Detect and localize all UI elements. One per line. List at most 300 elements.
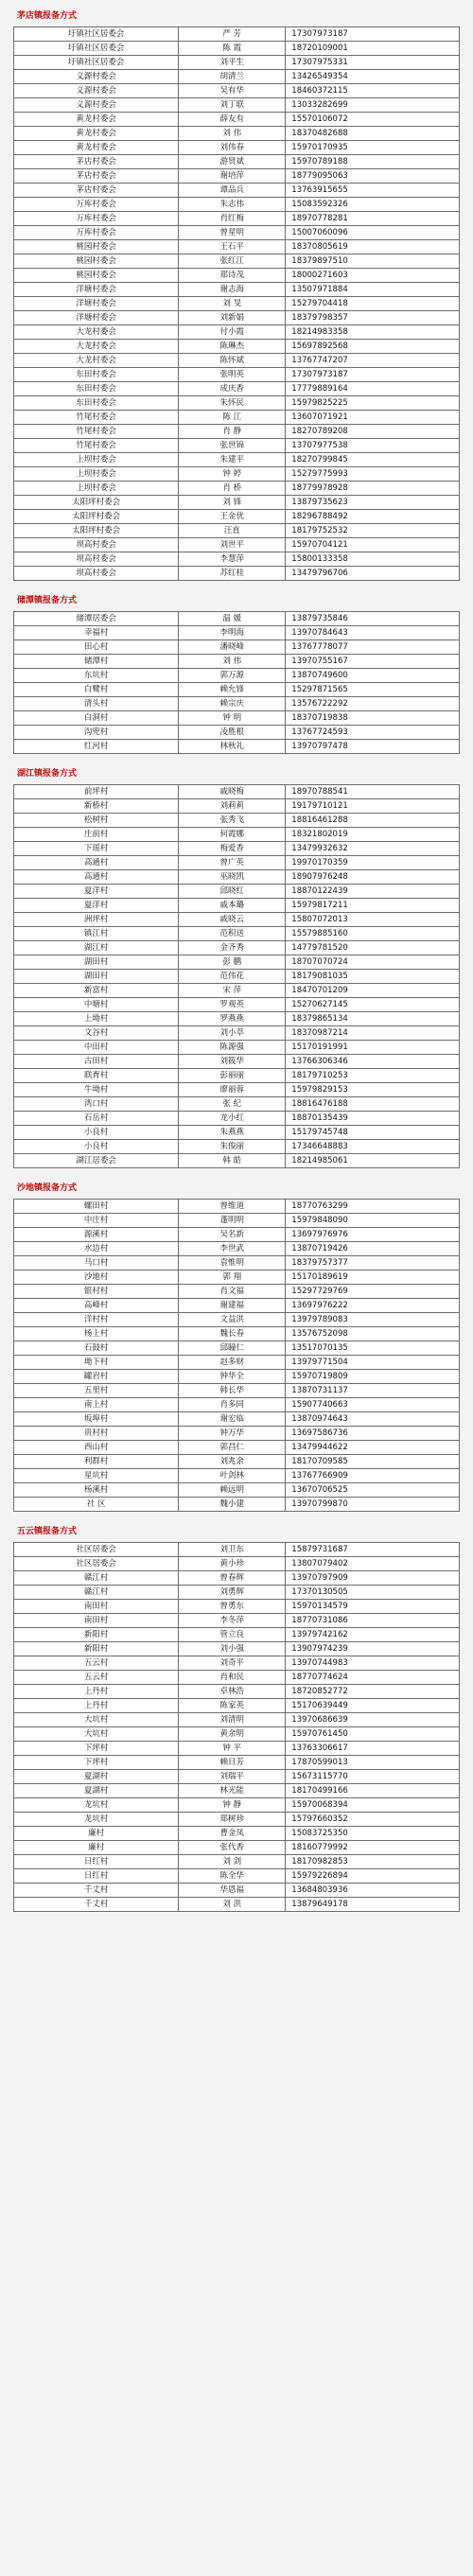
- contact-name-cell: 陈家英: [179, 1699, 286, 1713]
- table-row: [14, 155, 460, 169]
- phone-cell[interactable]: 15179745748: [286, 1126, 460, 1140]
- contact-table: [13, 26, 460, 581]
- unit-cell: 小良村: [14, 1126, 179, 1140]
- phone-cell[interactable]: 15970068394: [286, 1798, 460, 1813]
- phone-cell[interactable]: 15800133358: [286, 552, 460, 567]
- unit-cell: 洋村村: [14, 1313, 179, 1327]
- contact-name-cell: 刘 剑: [179, 1855, 286, 1869]
- phone-cell[interactable]: 13870974643: [286, 1412, 460, 1427]
- phone-cell[interactable]: 15907740663: [286, 1398, 460, 1412]
- phone-cell[interactable]: 13479944622: [286, 1441, 460, 1455]
- table-row: [14, 325, 460, 340]
- table-row: [14, 1154, 460, 1168]
- phone-cell[interactable]: 18296788492: [286, 510, 460, 524]
- contact-table: [13, 1199, 460, 1512]
- table-row: [14, 1441, 460, 1455]
- phone-cell[interactable]: 17307973187: [286, 368, 460, 382]
- phone-cell[interactable]: 13970784643: [286, 626, 460, 640]
- unit-cell: 黄龙村委会: [14, 141, 179, 155]
- phone-cell[interactable]: 15797660352: [286, 1813, 460, 1827]
- unit-cell: 大龙村委会: [14, 340, 179, 354]
- contact-name-cell: 刘新娟: [179, 311, 286, 325]
- contact-name-cell: 林秋礼: [179, 740, 286, 754]
- table-row: [14, 1455, 460, 1469]
- section-shadi: [13, 1182, 460, 1512]
- contact-name-cell: 魏长春: [179, 1327, 286, 1341]
- unit-cell: 大坑村: [14, 1713, 179, 1727]
- unit-cell: 罐岩村: [14, 1370, 179, 1384]
- phone-cell[interactable]: 18720852772: [286, 1685, 460, 1699]
- unit-cell: 上坝村委会: [14, 453, 179, 467]
- phone-cell[interactable]: 13684803936: [286, 1884, 460, 1898]
- phone-cell[interactable]: 15170639449: [286, 1699, 460, 1713]
- phone-cell[interactable]: 15979825225: [286, 396, 460, 411]
- phone-cell[interactable]: 18770763299: [286, 1200, 460, 1214]
- contact-name-cell: 宋 萍: [179, 984, 286, 998]
- phone-cell[interactable]: 18370482688: [286, 127, 460, 141]
- unit-cell: 下坪村: [14, 1756, 179, 1770]
- table-row: [14, 453, 460, 467]
- table-row: [14, 1270, 460, 1285]
- unit-cell: 湖江村: [14, 941, 179, 955]
- phone-cell[interactable]: 15270627145: [286, 998, 460, 1012]
- unit-cell: 洲坪村: [14, 913, 179, 927]
- phone-cell[interactable]: 19179710121: [286, 799, 460, 814]
- unit-cell: 高通村: [14, 870, 179, 885]
- phone-cell[interactable]: 15297729769: [286, 1285, 460, 1299]
- phone-cell[interactable]: 18179081035: [286, 970, 460, 984]
- contact-name-cell: 范积送: [179, 927, 286, 941]
- unit-cell: 五里村: [14, 1384, 179, 1398]
- unit-cell: 上坝村委会: [14, 482, 179, 496]
- contact-name-cell: 严 芳: [179, 27, 286, 42]
- table-row: [14, 212, 460, 226]
- phone-cell[interactable]: 15297871565: [286, 683, 460, 697]
- unit-cell: 圩镇社区居委会: [14, 27, 179, 42]
- table-row: [14, 254, 460, 269]
- contact-name-cell: 陈 霞: [179, 42, 286, 56]
- unit-cell: 圩镇社区居委会: [14, 42, 179, 56]
- table-row: [14, 127, 460, 141]
- unit-cell: 下瑶村: [14, 842, 179, 856]
- phone-cell[interactable]: 13767747207: [286, 354, 460, 368]
- phone-cell[interactable]: 18179752532: [286, 524, 460, 538]
- contact-name-cell: 廖丽蓉: [179, 1083, 286, 1097]
- phone-cell[interactable]: 18270799845: [286, 453, 460, 467]
- phone-cell[interactable]: 13970686639: [286, 1713, 460, 1727]
- phone-cell[interactable]: 13970797909: [286, 1571, 460, 1586]
- contact-name-cell: 薛友有: [179, 113, 286, 127]
- table-row: [14, 27, 460, 42]
- contact-name-cell: 赖远明: [179, 1483, 286, 1498]
- table-row: [14, 655, 460, 669]
- contact-name-cell: 肖文福: [179, 1285, 286, 1299]
- contact-name-cell: 何霞娜: [179, 828, 286, 842]
- phone-cell[interactable]: 15970134579: [286, 1600, 460, 1614]
- contact-name-cell: 钟华全: [179, 1370, 286, 1384]
- unit-cell: 田心村: [14, 640, 179, 655]
- table-row: [14, 169, 460, 184]
- table-row: [14, 669, 460, 683]
- phone-cell[interactable]: 13697976222: [286, 1299, 460, 1313]
- unit-cell: 太阳坪村委会: [14, 524, 179, 538]
- unit-cell: 洋塘村委会: [14, 297, 179, 311]
- contact-name-cell: 钟 明: [179, 711, 286, 726]
- phone-cell[interactable]: 15970789188: [286, 155, 460, 169]
- phone-cell[interactable]: 18370805619: [286, 240, 460, 254]
- phone-cell[interactable]: 13763306617: [286, 1742, 460, 1756]
- phone-cell[interactable]: 15570106072: [286, 113, 460, 127]
- phone-cell[interactable]: 15170191991: [286, 1041, 460, 1055]
- contact-name-cell: 谭品兵: [179, 184, 286, 198]
- unit-cell: 日红村: [14, 1855, 179, 1869]
- contact-name-cell: 邱瞳仁: [179, 1341, 286, 1356]
- table-row: [14, 1069, 460, 1083]
- contact-name-cell: 汪直: [179, 524, 286, 538]
- contact-table: [13, 611, 460, 754]
- table-row: [14, 785, 460, 799]
- unit-cell: 太阳坪村委会: [14, 510, 179, 524]
- contact-table: [13, 1542, 460, 1912]
- phone-cell[interactable]: 13870731137: [286, 1384, 460, 1398]
- table-row: [14, 984, 460, 998]
- contact-name-cell: 朱怀民: [179, 396, 286, 411]
- contact-name-cell: 金齐秀: [179, 941, 286, 955]
- contact-name-cell: 温 媛: [179, 612, 286, 626]
- unit-cell: 太阳坪村委会: [14, 496, 179, 510]
- phone-cell[interactable]: 13576752098: [286, 1327, 460, 1341]
- unit-cell: 新桥村: [14, 799, 179, 814]
- unit-cell: 杨溪村: [14, 1483, 179, 1498]
- table-row: [14, 226, 460, 240]
- contact-name-cell: 张明英: [179, 368, 286, 382]
- phone-cell[interactable]: 15970719809: [286, 1370, 460, 1384]
- phone-cell[interactable]: 18179710253: [286, 1069, 460, 1083]
- phone-cell[interactable]: 18270789208: [286, 425, 460, 439]
- table-row: [14, 98, 460, 113]
- phone-cell[interactable]: 18870122439: [286, 885, 460, 899]
- phone-cell[interactable]: 18370719838: [286, 711, 460, 726]
- phone-cell[interactable]: 18870135439: [286, 1112, 460, 1126]
- phone-cell[interactable]: 18970778281: [286, 212, 460, 226]
- unit-cell: 洋塘村委会: [14, 283, 179, 297]
- contact-name-cell: 王金优: [179, 510, 286, 524]
- contact-name-cell: 陈琳杰: [179, 340, 286, 354]
- phone-cell[interactable]: 17370130505: [286, 1586, 460, 1600]
- table-row: [14, 311, 460, 325]
- phone-cell[interactable]: 13979771504: [286, 1356, 460, 1370]
- phone-cell[interactable]: 13670706525: [286, 1483, 460, 1498]
- table-row: [14, 955, 460, 970]
- phone-cell[interactable]: 13426549354: [286, 70, 460, 84]
- phone-cell[interactable]: 13517070135: [286, 1341, 460, 1356]
- contact-name-cell: 肖红梅: [179, 212, 286, 226]
- phone-cell[interactable]: 15279775993: [286, 467, 460, 482]
- unit-cell: 义源村委会: [14, 98, 179, 113]
- phone-cell[interactable]: 15970170935: [286, 141, 460, 155]
- unit-cell: 竹尾村委会: [14, 439, 179, 453]
- phone-cell[interactable]: 13970755167: [286, 655, 460, 669]
- phone-cell[interactable]: 13870749600: [286, 669, 460, 683]
- table-row: [14, 1756, 460, 1770]
- unit-cell: 社区居委会: [14, 1557, 179, 1571]
- phone-cell[interactable]: 13979742162: [286, 1628, 460, 1642]
- table-row: [14, 856, 460, 870]
- phone-cell[interactable]: 15807072013: [286, 913, 460, 927]
- contact-name-cell: 刘瑞平: [179, 1770, 286, 1784]
- phone-cell[interactable]: 18160779992: [286, 1841, 460, 1855]
- contact-name-cell: 付小霞: [179, 325, 286, 340]
- phone-cell[interactable]: 13767724593: [286, 726, 460, 740]
- phone-cell[interactable]: 18170499166: [286, 1784, 460, 1798]
- table-row: [14, 340, 460, 354]
- phone-cell[interactable]: 13879735623: [286, 496, 460, 510]
- phone-cell[interactable]: 13807079402: [286, 1557, 460, 1571]
- phone-cell[interactable]: 13970744983: [286, 1656, 460, 1671]
- contact-name-cell: 谢宏临: [179, 1412, 286, 1427]
- contact-name-cell: 刘卫东: [179, 1543, 286, 1557]
- contact-name-cell: 刘 伟: [179, 655, 286, 669]
- table-row: [14, 927, 460, 941]
- unit-cell: 下坪村: [14, 1742, 179, 1756]
- section-hujiang: [13, 767, 460, 1168]
- unit-cell: 高通村: [14, 856, 179, 870]
- table-row: [14, 626, 460, 640]
- unit-cell: 千丈村: [14, 1884, 179, 1898]
- contact-name-cell: 刘 伟: [179, 127, 286, 141]
- phone-cell[interactable]: 18379897510: [286, 254, 460, 269]
- phone-cell[interactable]: 13707977538: [286, 439, 460, 453]
- unit-cell: 竹尾村委会: [14, 425, 179, 439]
- phone-cell[interactable]: 15979848090: [286, 1214, 460, 1228]
- table-row: [14, 1841, 460, 1855]
- unit-cell: 幸福村: [14, 626, 179, 640]
- phone-cell[interactable]: 19970170359: [286, 856, 460, 870]
- contact-name-cell: 朱燕燕: [179, 1126, 286, 1140]
- table-row: [14, 1600, 460, 1614]
- phone-cell[interactable]: 15673115770: [286, 1770, 460, 1784]
- phone-cell[interactable]: 15879731687: [286, 1543, 460, 1557]
- contact-name-cell: 刘筱华: [179, 1055, 286, 1069]
- phone-cell[interactable]: 13576722292: [286, 697, 460, 711]
- phone-cell[interactable]: 15979226894: [286, 1869, 460, 1884]
- phone-cell[interactable]: 18321802019: [286, 828, 460, 842]
- phone-cell[interactable]: 18170709585: [286, 1455, 460, 1469]
- contact-name-cell: 邱晓红: [179, 885, 286, 899]
- phone-cell[interactable]: 13879735846: [286, 612, 460, 626]
- unit-cell: 坝高村委会: [14, 552, 179, 567]
- contact-name-cell: 叶剑林: [179, 1469, 286, 1483]
- phone-cell[interactable]: 18214985061: [286, 1154, 460, 1168]
- phone-cell[interactable]: 15970704121: [286, 538, 460, 552]
- contact-name-cell: 朱俊丽: [179, 1140, 286, 1154]
- unit-cell: 茅店村委会: [14, 184, 179, 198]
- phone-cell[interactable]: 15279704418: [286, 297, 460, 311]
- phone-cell[interactable]: 18970788541: [286, 785, 460, 799]
- table-row: [14, 885, 460, 899]
- table-row: [14, 683, 460, 697]
- table-row: [14, 141, 460, 155]
- table-row: [14, 184, 460, 198]
- contact-name-cell: 赖日芳: [179, 1756, 286, 1770]
- table-row: [14, 1327, 460, 1341]
- contact-name-cell: 刘世平: [179, 538, 286, 552]
- contact-name-cell: 张 纪: [179, 1097, 286, 1112]
- table-row: [14, 1214, 460, 1228]
- contact-name-cell: 肖 静: [179, 425, 286, 439]
- phone-cell[interactable]: 15170189619: [286, 1270, 460, 1285]
- phone-cell[interactable]: 18214983358: [286, 325, 460, 340]
- phone-cell[interactable]: 14779781520: [286, 941, 460, 955]
- phone-cell[interactable]: 17870599013: [286, 1756, 460, 1770]
- phone-cell[interactable]: 13767766909: [286, 1469, 460, 1483]
- table-row: [14, 842, 460, 856]
- phone-cell[interactable]: 15083725350: [286, 1827, 460, 1841]
- phone-cell[interactable]: 13033282699: [286, 98, 460, 113]
- phone-cell[interactable]: 15979829153: [286, 1083, 460, 1097]
- table-row: [14, 1855, 460, 1869]
- phone-cell[interactable]: 18707070724: [286, 955, 460, 970]
- contact-name-cell: 胡清兰: [179, 70, 286, 84]
- table-row: [14, 1685, 460, 1699]
- table-row: [14, 1256, 460, 1270]
- phone-cell[interactable]: 13479796706: [286, 567, 460, 581]
- phone-cell[interactable]: 18170982853: [286, 1855, 460, 1869]
- phone-cell[interactable]: 18907976248: [286, 870, 460, 885]
- contact-name-cell: 范伟花: [179, 970, 286, 984]
- phone-cell[interactable]: 13970799870: [286, 1498, 460, 1512]
- phone-cell[interactable]: 13907974239: [286, 1642, 460, 1656]
- phone-cell[interactable]: 13767778077: [286, 640, 460, 655]
- contact-name-cell: 吴名新: [179, 1228, 286, 1242]
- contact-name-cell: 刘 锋: [179, 496, 286, 510]
- section-chutan: [13, 594, 460, 754]
- phone-cell[interactable]: 17346648883: [286, 1140, 460, 1154]
- table-row: [14, 439, 460, 453]
- table-row: [14, 467, 460, 482]
- section-title: 五云镇报备方式: [17, 1527, 78, 1536]
- phone-cell[interactable]: 13970797478: [286, 740, 460, 754]
- phone-cell[interactable]: 18816461288: [286, 814, 460, 828]
- contact-table: [13, 784, 460, 1168]
- table-row: [14, 368, 460, 382]
- table-row: [14, 297, 460, 311]
- phone-cell[interactable]: 13479932632: [286, 842, 460, 856]
- contact-name-cell: 韩 皓: [179, 1154, 286, 1168]
- phone-cell[interactable]: 18770731086: [286, 1614, 460, 1628]
- contact-name-cell: 刘奇平: [179, 1656, 286, 1671]
- table-row: [14, 496, 460, 510]
- table-row: [14, 1557, 460, 1571]
- table-row: [14, 42, 460, 56]
- phone-cell[interactable]: 18470701209: [286, 984, 460, 998]
- table-row: [14, 1713, 460, 1727]
- contact-name-cell: 潘晓峰: [179, 640, 286, 655]
- phone-cell[interactable]: 15970761450: [286, 1727, 460, 1742]
- phone-cell[interactable]: 15979817211: [286, 899, 460, 913]
- table-row: [14, 899, 460, 913]
- phone-cell[interactable]: 18779095063: [286, 169, 460, 184]
- table-row: [14, 697, 460, 711]
- table-row: [14, 1427, 460, 1441]
- table-row: [14, 799, 460, 814]
- contact-name-cell: 林光能: [179, 1784, 286, 1798]
- table-row: [14, 510, 460, 524]
- table-row: [14, 1614, 460, 1628]
- phone-cell[interactable]: 17307975331: [286, 56, 460, 70]
- phone-cell[interactable]: 13870719426: [286, 1242, 460, 1256]
- contact-name-cell: 陈全华: [179, 1869, 286, 1884]
- unit-cell: 黄龙村委会: [14, 127, 179, 141]
- phone-cell[interactable]: 13607071921: [286, 411, 460, 425]
- unit-cell: 万库村委会: [14, 226, 179, 240]
- unit-cell: 上坝村委会: [14, 467, 179, 482]
- table-row: [14, 1285, 460, 1299]
- table-row: [14, 1543, 460, 1557]
- table-row: [14, 524, 460, 538]
- contact-name-cell: 钟 平: [179, 1742, 286, 1756]
- phone-cell[interactable]: 13766306346: [286, 1055, 460, 1069]
- contact-name-cell: 魏小建: [179, 1498, 286, 1512]
- phone-cell[interactable]: 13879649178: [286, 1898, 460, 1912]
- unit-cell: 竹尾村委会: [14, 411, 179, 425]
- phone-cell[interactable]: 18000271603: [286, 269, 460, 283]
- phone-cell[interactable]: 13979789083: [286, 1313, 460, 1327]
- unit-cell: 石岳村: [14, 1112, 179, 1126]
- contact-name-cell: 黄小珍: [179, 1557, 286, 1571]
- table-row: [14, 56, 460, 70]
- contact-name-cell: 管立良: [179, 1628, 286, 1642]
- phone-cell[interactable]: 13763915655: [286, 184, 460, 198]
- table-row: [14, 1642, 460, 1656]
- table-row: [14, 1699, 460, 1713]
- unit-cell: 义源村委会: [14, 70, 179, 84]
- contact-name-cell: 肖和民: [179, 1671, 286, 1685]
- phone-cell[interactable]: 15579885160: [286, 927, 460, 941]
- phone-cell[interactable]: 15083592326: [286, 198, 460, 212]
- phone-cell[interactable]: 15697892568: [286, 340, 460, 354]
- phone-cell[interactable]: 13697976976: [286, 1228, 460, 1242]
- table-row: [14, 1827, 460, 1841]
- table-row: [14, 1398, 460, 1412]
- section-title: 湖江镇报备方式: [17, 769, 78, 779]
- phone-cell[interactable]: 18379757377: [286, 1256, 460, 1270]
- phone-cell[interactable]: 18770774624: [286, 1671, 460, 1685]
- phone-cell[interactable]: 18460372115: [286, 84, 460, 98]
- unit-cell: 坂埠村: [14, 1412, 179, 1427]
- phone-cell[interactable]: 13507971884: [286, 283, 460, 297]
- contact-name-cell: 彭 鹏: [179, 955, 286, 970]
- unit-cell: 湖田村: [14, 970, 179, 984]
- phone-cell[interactable]: 18379798357: [286, 311, 460, 325]
- phone-cell[interactable]: 18816476188: [286, 1097, 460, 1112]
- phone-cell[interactable]: 18720109001: [286, 42, 460, 56]
- phone-cell[interactable]: 18370987214: [286, 1026, 460, 1041]
- phone-cell[interactable]: 17779889164: [286, 382, 460, 396]
- phone-cell[interactable]: 15007060096: [286, 226, 460, 240]
- phone-cell[interactable]: 13697586736: [286, 1427, 460, 1441]
- table-row: [14, 425, 460, 439]
- table-row: [14, 1498, 460, 1512]
- unit-cell: 东坑村: [14, 669, 179, 683]
- table-row: [14, 396, 460, 411]
- table-row: [14, 240, 460, 254]
- phone-cell[interactable]: 17307973187: [286, 27, 460, 42]
- phone-cell[interactable]: 18779978928: [286, 482, 460, 496]
- phone-cell[interactable]: 18379865134: [286, 1012, 460, 1026]
- unit-cell: 庄前村: [14, 828, 179, 842]
- table-row: [14, 1356, 460, 1370]
